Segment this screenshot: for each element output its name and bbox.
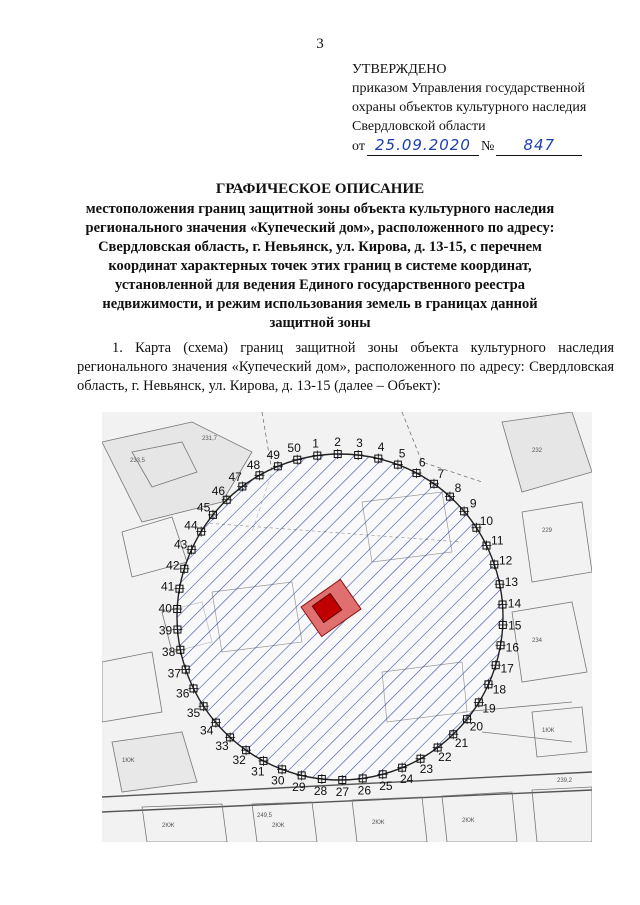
boundary-point-label: 5 (398, 446, 406, 461)
boundary-point-label: 44 (184, 518, 198, 533)
boundary-point-label: 21 (454, 735, 469, 750)
bg-label: 2КЖ (272, 823, 285, 829)
boundary-point-label: 33 (215, 739, 229, 754)
boundary-point-label: 11 (491, 533, 504, 548)
boundary-point-label: 45 (196, 500, 211, 515)
title-line: установленной для ведения Единого государственного реестра (115, 277, 525, 293)
boundary-point-label: 42 (166, 558, 180, 573)
boundary-point-marker (378, 769, 388, 779)
boundary-point-label: 23 (419, 762, 434, 777)
bg-label: 233,5 (130, 458, 146, 464)
boundary-point-label: 19 (482, 701, 496, 716)
boundary-point-label: 35 (186, 705, 201, 720)
boundary-point-label: 20 (469, 719, 484, 734)
title-line: Свердловская область, г. Невьянск, ул. Кирова, д. 13-15, с перечнем (98, 239, 542, 255)
bg-label: 234 (532, 638, 543, 644)
boundary-point-label: 50 (287, 441, 301, 456)
boundary-point-label: 25 (379, 778, 393, 793)
boundary-point-label: 27 (335, 784, 350, 799)
boundary-point-label: 22 (438, 750, 452, 765)
bg-label: 239,2 (557, 778, 573, 784)
boundary-point-label: 1 (312, 436, 319, 451)
boundary-point-marker (353, 450, 363, 460)
protection-zone-map (102, 412, 592, 842)
title-line: недвижимости, и режим использования земель в границах данной (102, 296, 538, 312)
handwritten-date: 25.09.2020 (367, 136, 479, 156)
boundary-point-marker (482, 541, 492, 551)
boundary-point-marker (498, 599, 508, 609)
boundary-point-marker (174, 584, 184, 594)
bg-label: 232 (532, 448, 543, 454)
bg-label: 2КЖ (462, 818, 475, 824)
boundary-point-label: 32 (232, 753, 246, 768)
bg-label: 2КЖ (162, 823, 175, 829)
boundary-point-label: 7 (437, 466, 445, 481)
boundary-point-marker (489, 559, 499, 569)
from-label: от (352, 139, 365, 154)
boundary-point-label: 13 (504, 574, 519, 589)
boundary-point-marker (393, 460, 403, 470)
boundary-point-label: 30 (271, 773, 285, 788)
title-line: местоположения границ защитной зоны объекта культурного наследия (85, 201, 555, 217)
boundary-point-label: 39 (158, 623, 173, 638)
boundary-point-marker (181, 665, 191, 675)
boundary-point-label: 8 (454, 480, 462, 495)
boundary-point-label: 48 (246, 457, 261, 472)
boundary-point-marker (495, 579, 505, 589)
boundary-point-label: 12 (498, 553, 513, 568)
handwritten-number: 847 (496, 136, 582, 156)
boundary-point-marker (175, 645, 185, 655)
document-title (70, 180, 570, 333)
approval-title: УТВЕРЖДЕНО (352, 62, 447, 77)
boundary-point-marker (297, 770, 307, 780)
boundary-point-label: 9 (469, 496, 477, 511)
page-number: 3 (316, 36, 324, 52)
boundary-point-label: 10 (479, 514, 494, 529)
approval-line-region: Свердловской области (352, 119, 486, 134)
bg-label: 2КЖ (372, 820, 385, 826)
bg-label: 1КЖ (542, 728, 555, 734)
boundary-point-marker (312, 451, 322, 461)
bg-label: 231,7 (202, 436, 218, 442)
boundary-point-marker (172, 604, 182, 614)
bg-label: 229 (542, 528, 553, 534)
boundary-point-label: 15 (508, 618, 522, 633)
boundary-point-marker (496, 640, 506, 650)
boundary-point-label: 40 (158, 601, 172, 616)
boundary-point-marker (187, 545, 197, 555)
boundary-point-label: 3 (356, 436, 363, 451)
approval-line-protection: охраны объектов культурного наследия (352, 100, 587, 115)
boundary-point-marker (412, 468, 422, 478)
boundary-point-marker (337, 775, 347, 785)
title-main: ГРАФИЧЕСКОЕ ОПИСАНИЕ (215, 181, 425, 197)
boundary-point-marker (445, 492, 455, 502)
title-line: координат характерных точек этих границ в системе координат, (108, 258, 532, 274)
boundary-point-marker (292, 455, 302, 465)
boundary-point-label: 29 (292, 780, 306, 795)
boundary-point-label: 34 (200, 723, 214, 738)
boundary-point-marker (188, 683, 198, 693)
boundary-point-marker (459, 506, 469, 516)
boundary-point-marker (491, 660, 501, 670)
map-svg (102, 412, 592, 842)
boundary-point-label: 18 (492, 682, 507, 697)
approval-date-number-line (352, 136, 632, 156)
boundary-point-marker (358, 773, 368, 783)
boundary-point-marker (172, 625, 182, 635)
boundary-point-label: 16 (505, 640, 520, 655)
boundary-point-label: 26 (357, 783, 372, 798)
boundary-point-label: 28 (313, 783, 328, 798)
boundary-point-label: 36 (176, 686, 190, 701)
boundary-point-label: 38 (161, 645, 176, 660)
boundary-point-label: 4 (377, 439, 385, 454)
map-description-paragraph: 1. Карта (схема) границ защитной зоны объекта культурного наследия регионального значения «Купеческий дом», расположенного по адресу: Свердловская область, г. Невьянск, ул. Кирова, д. 13-15 (далее – Объект): (77, 340, 614, 394)
bg-label: 1КЖ (122, 758, 135, 764)
boundary-point-marker (179, 564, 189, 574)
boundary-point-marker (317, 774, 327, 784)
boundary-point-label: 31 (251, 764, 265, 779)
approval-line-order: приказом Управления государственной (352, 81, 586, 96)
boundary-point-label: 14 (507, 596, 522, 611)
boundary-point-label: 17 (500, 661, 514, 676)
boundary-point-label: 37 (167, 666, 182, 681)
number-label: № (480, 139, 495, 154)
approval-stamp (352, 60, 632, 156)
boundary-point-label: 6 (418, 455, 426, 470)
boundary-point-label: 41 (160, 579, 175, 594)
boundary-point-label: 43 (173, 537, 188, 552)
boundary-point-label: 47 (228, 469, 242, 484)
title-line: защитной зоны (269, 315, 371, 331)
boundary-point-marker (273, 461, 283, 471)
title-line: регионального значения «Купеческий дом», расположенного по адресу: (85, 220, 555, 236)
boundary-point-marker (373, 454, 383, 464)
boundary-point-label: 46 (211, 484, 226, 499)
bg-label: 249,5 (257, 813, 273, 819)
boundary-point-marker (498, 620, 508, 630)
boundary-point-label: 2 (334, 435, 341, 450)
boundary-point-marker (333, 449, 343, 459)
boundary-point-label: 24 (400, 771, 414, 786)
boundary-point-marker (196, 527, 206, 537)
boundary-point-label: 49 (266, 448, 280, 463)
